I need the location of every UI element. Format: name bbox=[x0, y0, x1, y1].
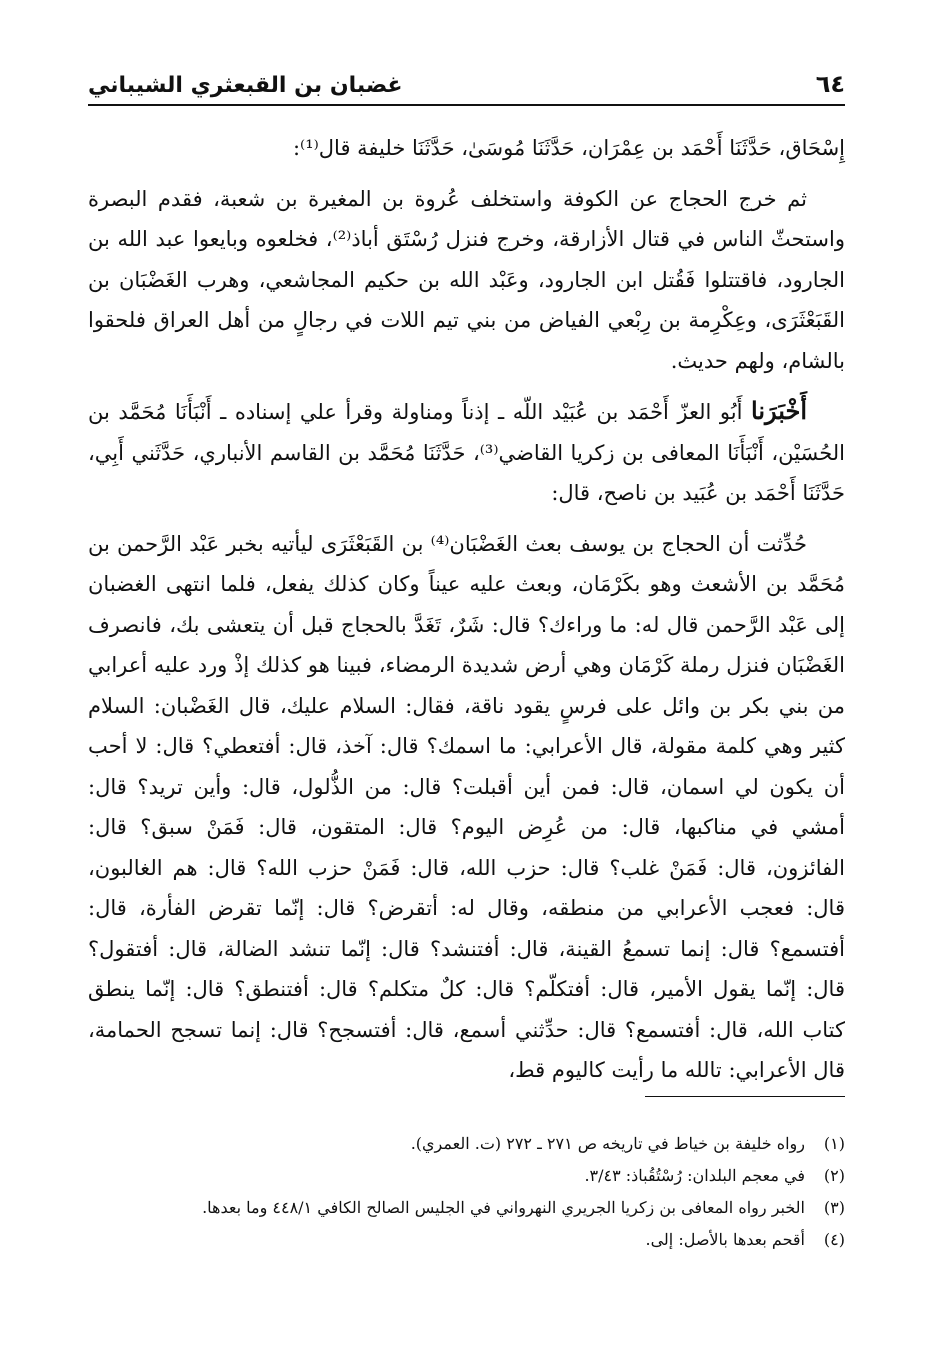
running-title: غضبان بن القبعثري الشيباني bbox=[88, 73, 403, 98]
footnote-number: (٢) bbox=[823, 1166, 845, 1185]
page-header bbox=[88, 58, 845, 106]
paragraph-2: ثم خرج الحجاج عن الكوفة واستخلف عُروة بن المغيرة بن شعبة، فقدم البصرة واستحثّ الناس في قتال الأزارقة، وخرج فنزل رُسْتَق أباذ⁽²⁾، فخلعوه وبايعوا عبد الله بن الجارود، فاقتتلوا فَقُتل ابن الجارود، وعَبْد الله بن حكيم المجاشعي، وهرب الغَضْبَان بن القَبَعْثَرَى، وعِكْرِمة بن رِبْعي الفياض من بني تيم اللات في رجالٍ من أهل العراق فلحقوا بالشام، ولهم حديث. bbox=[88, 186, 845, 373]
footnote-4 bbox=[88, 1224, 845, 1256]
footnote-text: الخبر رواه المعافى بن زكريا الجريري النهرواني في الجليس الصالح الكافي ٤٤٨/١ وما بعدها. bbox=[202, 1198, 805, 1217]
paragraph-3 bbox=[88, 391, 845, 514]
page-number: ٦٤ bbox=[815, 70, 845, 98]
main-text bbox=[88, 128, 845, 1101]
paragraph-3-lead: أَخْبَرَنا bbox=[751, 396, 807, 425]
footnote-text: في معجم البلدان: رُسْتُقُباذ: ٣/٤٣. bbox=[584, 1166, 805, 1185]
footnote-text: رواه خليفة بن خياط في تاريخه ص ٢٧١ ـ ٢٧٢ (ت. العمري). bbox=[410, 1134, 805, 1153]
paragraph-1: إِسْحَاق، حَدَّثَنَا أَحْمَد بن عِمْرَان، حَدَّثَنَا مُوسَىٰ، حَدَّثَنَا خليفة قال⁽¹⁾: bbox=[292, 136, 845, 160]
footnote-2 bbox=[88, 1160, 845, 1192]
footnote-number: (٤) bbox=[823, 1230, 845, 1249]
footnote-3 bbox=[88, 1192, 845, 1224]
paragraph-3-rest: أَبُو العزّ أَحْمَد بن عُبَيْد اللّه ـ إذناً ومناولة وقرأ علي إسناده ـ أَنْبَأَنَا مُحَمَّد بن الحُسَيْن، أَنْبَأَنَا المعافى بن زكريا القاضي⁽³⁾، حَدَّثَنَا مُحَمَّد بن القاسم الأنباري، حَدَّثَني أَبِي، حَدَّثَنَا أَحْمَد بن عُبَيد بن ناصح، قال: bbox=[88, 400, 845, 505]
footnote-number: (١) bbox=[823, 1134, 845, 1153]
footnote-separator bbox=[645, 1096, 845, 1097]
footnotes bbox=[88, 1128, 845, 1256]
footnote-text: أقحم بعدها بالأصل: إلى. bbox=[645, 1230, 805, 1249]
footnote-number: (٣) bbox=[823, 1198, 845, 1217]
footnote-1 bbox=[88, 1128, 845, 1160]
paragraph-4: حُدِّثت أن الحجاج بن يوسف بعث الغَضْبَان⁽⁴⁾ بن القَبَعْثَرَى ليأتيه بخبر عَبْد الرَّحمن بن مُحَمَّد بن الأشعث وهو بكَرْمَان، وبعث عليه عيناً وكان كذلك يفعل، فلما انتهى الغضبان إلى عَبْد الرَّحمن قال له: ما وراءك؟ قال: شَرٌ، تَغَدَّ بالحجاج قبل أن يتعشى بك، فانصرف الغَضْبَان فنزل رملة كَرْمَان وهي أرض شديدة الرمضاء، فبينا هو كذلك إذْ ورد عليه أعرابي من بني بكر بن وائل على فرسٍ يقود ناقة، فقال: السلام عليك، قال الغَضْبان: السلام كثير وهي كلمة مقولة، قال الأعرابي: ما اسمك؟ قال: آخذ، قال: أفتعطي؟ قال: لا أحب أن يكون لي اسمان، قال: فمن أين أقبلت؟ قال: من الذُّلول، قال: وأين تريد؟ قال: أمشي في مناكبها، قال: من عُرِض اليوم؟ قال: المتقون، قال: فَمَنْ سبق؟ قال: الفائزون، قال: فَمَنْ غلب؟ قال: حزب الله، قال: فَمَنْ حزب الله؟ قال: هم الغالبون، قال: فعجب الأعرابي من منطقه، وقال له: أتقرض؟ قال: إنّما تقرض الفأرة، قال: أفتسمع؟ قال: إنما تسمعُ القينة، قال: أفتنشد؟ قال: إنّما تنشد الضالة، قال: أفتقول؟ قال: إنّما يقول الأمير، قال: أفتكلّم؟ قال: كلٌ متكلم؟ قال: أفتنطق؟ قال: إنّما ينطق كتاب الله، قال: أفتسمع؟ قال: حدِّثني أسمع، قال: أفتسجح؟ قال: إنما تسجح الحمامة، قال الأعرابي: تالله ما رأيت كاليوم قط، bbox=[88, 531, 845, 1082]
